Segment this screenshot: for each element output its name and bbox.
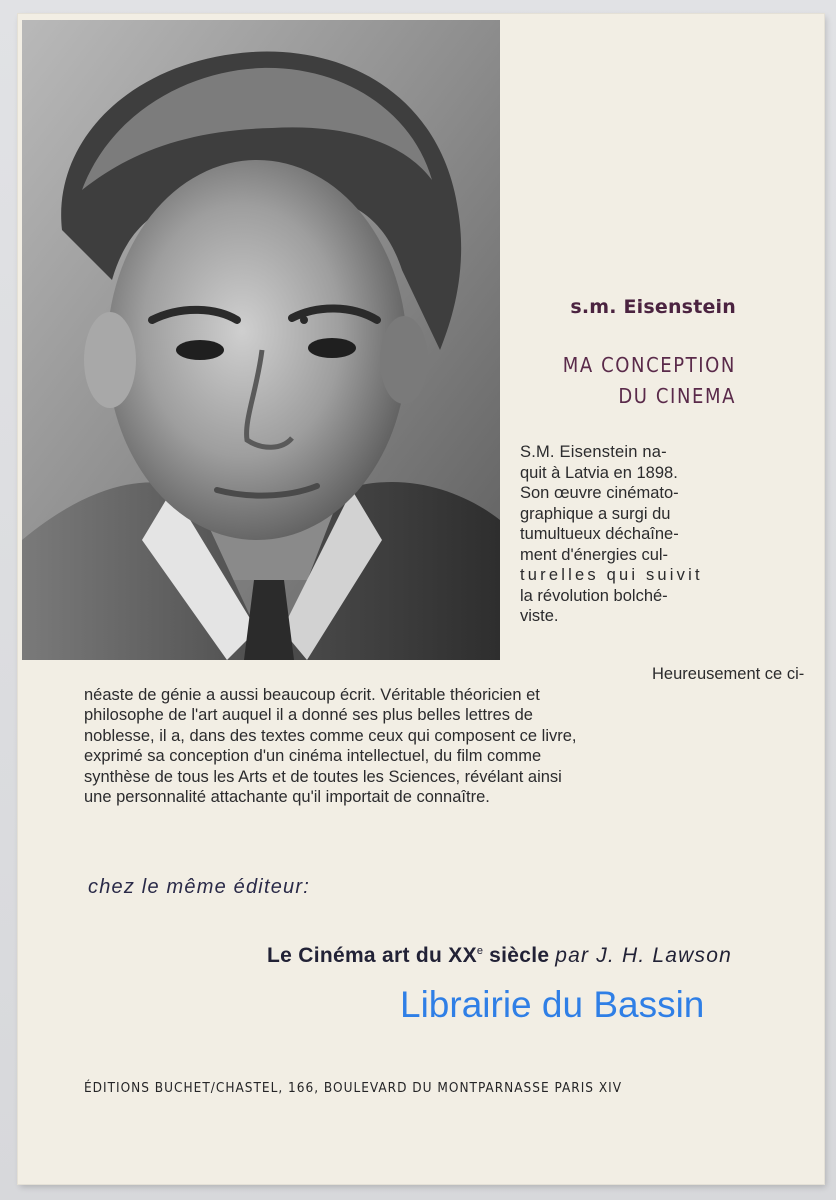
blurb-line: viste. bbox=[520, 607, 559, 625]
blurb-line: Son œuvre cinémato- bbox=[520, 484, 679, 502]
blurb-line: une personnalité attachante qu'il importait de connaître. bbox=[84, 788, 490, 806]
blurb-wide bbox=[84, 664, 805, 808]
other-book-title-sup: e bbox=[476, 945, 484, 957]
book-title-line: DU CINEMA bbox=[618, 384, 736, 408]
blurb-line: Heureusement ce ci- bbox=[652, 665, 805, 683]
blurb-line: philosophe de l'art auquel il a donné ses plus belles lettres de bbox=[84, 706, 533, 724]
other-book-title: Le Cinéma art du XX bbox=[267, 944, 477, 967]
book-title-line: MA CONCEPTION bbox=[562, 353, 736, 377]
blurb-line: turelles qui suivit bbox=[520, 566, 703, 584]
author-name: s.m. Eisenstein bbox=[570, 296, 736, 318]
same-publisher-heading: chez le même éditeur: bbox=[88, 876, 310, 898]
blurb-line: synthèse de tous les Arts et de toutes les Sciences, révélant ainsi bbox=[84, 767, 562, 786]
other-book-listing bbox=[112, 944, 732, 968]
blurb-line: noblesse, il a, dans des textes comme ceux qui composent ce livre, bbox=[84, 726, 577, 745]
blurb-line: néaste de génie a aussi beaucoup écrit. Véritable théoricien et bbox=[84, 685, 540, 704]
blurb-line: la révolution bolché- bbox=[520, 586, 668, 605]
other-book-author: par J. H. Lawson bbox=[555, 944, 732, 967]
blurb-line: exprimé sa conception d'un cinéma intellectuel, du film comme bbox=[84, 747, 542, 765]
blurb-line: S.M. Eisenstein na- bbox=[520, 443, 667, 461]
blurb-narrow bbox=[520, 442, 738, 627]
blurb-line: graphique a surgi du bbox=[520, 504, 671, 523]
blurb-line: quit à Latvia en 1898. bbox=[520, 463, 678, 482]
bookseller-watermark: Librairie du Bassin bbox=[400, 984, 705, 1025]
other-book-title-end: siècle bbox=[483, 944, 550, 967]
blurb-line: ment d'énergies cul- bbox=[520, 545, 669, 564]
author-portrait bbox=[22, 20, 500, 660]
blurb-line: tumultueux déchaîne- bbox=[520, 525, 679, 543]
publisher-imprint: ÉDITIONS BUCHET/CHASTEL, 166, BOULEVARD DU MONTPARNASSE PARIS XIV bbox=[84, 1080, 623, 1096]
book-title bbox=[518, 350, 736, 412]
